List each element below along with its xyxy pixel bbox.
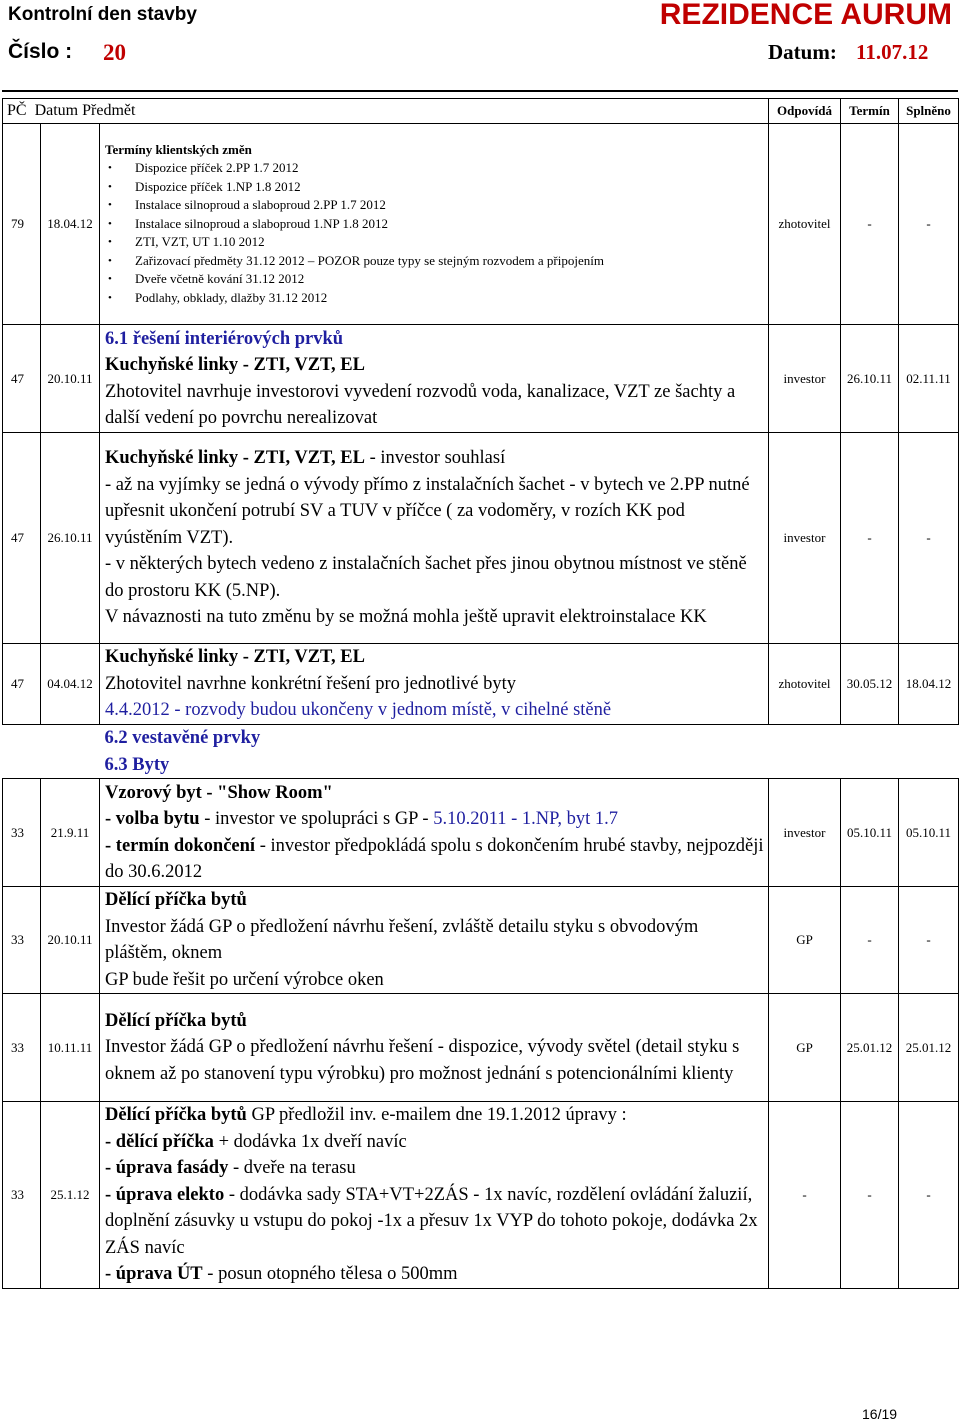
list-item: • Dispozice příček 2.PP 1.7 2012 — [105, 159, 764, 178]
item-text: - dodávka sady STA+VT+2ZÁS - 1x navíc, rozdělení ovládání žaluzií, doplnění zásuvky u vstupu do pokoj -1x a přesuv 1x VYP do tohoto pokoje, dodávka 2x ZÁS navíc — [105, 1184, 758, 1258]
row-title-text: - investor souhlasí — [364, 448, 506, 469]
row-termin: - — [841, 1102, 899, 1289]
row-text: - až na vyjímky se jedná o vývody přímo z instalačních šachet - v bytech ve 2.PP nutné upřesnit ukončení potrubí SV a TUV v příčce ( za vodoměry, v rozích KK pod vyústěním VZT). — [105, 474, 750, 548]
row-text-blue: 5.10.2011 - 1.NP, byt 1.7 — [433, 809, 619, 829]
list-item: • Zařizovací předměty 31.12 2012 – POZOR pouze typy se stejným rozvodem a připojením — [105, 252, 764, 271]
row-text: V návaznosti na tuto změnu by se možná mohla ještě upravit elektroinstalace KK — [105, 607, 707, 628]
header-cell-left — [3, 99, 769, 124]
table-header-row — [3, 99, 959, 124]
row-odpovida: investor — [769, 325, 841, 433]
row-termin: 30.05.12 — [841, 644, 899, 725]
row-odpovida: investor — [769, 779, 841, 887]
row-odpovida: GP — [769, 994, 841, 1102]
row-pc: 79 — [3, 124, 41, 325]
row-pc: 47 — [3, 325, 41, 433]
row-datum: 10.11.11 — [41, 994, 100, 1102]
row-pc: 33 — [3, 887, 41, 994]
row-odpovida: zhotovitel — [769, 124, 841, 325]
cislo-label: Číslo : — [8, 40, 73, 63]
row-text: GP bude řešit po určení výrobce oken — [105, 969, 384, 990]
list-item: • ZTI, VZT, UT 1.10 2012 — [105, 233, 764, 252]
row-odpovida: GP — [769, 887, 841, 994]
cislo-value: 20 — [103, 40, 126, 65]
row-datum: 25.1.12 — [41, 1102, 100, 1289]
row-title: Dělící příčka bytů — [105, 890, 247, 910]
table-row — [3, 433, 959, 644]
list-item: • Dispozice příček 1.NP 1.8 2012 — [105, 178, 764, 197]
row-text: 4.4.2012 - rozvody budou ukončeny v jednom místě, v cihelné stěně — [105, 700, 612, 721]
minutes-table — [2, 98, 959, 1289]
row-datum: 18.04.12 — [41, 124, 100, 325]
row-title — [105, 1102, 764, 1129]
row-datum: 04.04.12 — [41, 644, 100, 725]
row-pc: 47 — [3, 433, 41, 644]
row-title: Kuchyňské linky - ZTI, VZT, EL — [105, 355, 365, 375]
item-bold: - dělící příčka — [105, 1131, 214, 1152]
section-headings — [3, 725, 959, 779]
row-subject — [100, 124, 769, 325]
row-text-normal: - investor ve spolupráci s GP - — [199, 809, 434, 829]
row-text: Investor žádá GP o předložení návrhu řešení - dispozice, vývody světel (detail styku s oknem až po stanovení typu výrobku) pro možnost jednání s potencionálními klienty — [105, 1037, 740, 1084]
table-row — [3, 644, 959, 725]
row-datum: 20.10.11 — [41, 887, 100, 994]
row-termin: 25.01.12 — [841, 994, 899, 1102]
col-splneno: Splněno — [899, 99, 959, 124]
row-text: Zhotovitel navrhuje investorovi vyvedení rozvodů voda, kanalizace, VZT ze šachty a další vedení po povrchu nerealizovat — [105, 381, 736, 428]
row-pc: 33 — [3, 1102, 41, 1289]
row-text: Zhotovitel navrhne konkrétní řešení pro jednotlivé byty — [105, 673, 517, 694]
row-text: Investor žádá GP o předložení návrhu řešení, zvláště detailu styku s obvodovým pláštěm, oknem — [105, 916, 699, 963]
item-text: - posun otopného tělesa o 500mm — [202, 1264, 458, 1284]
row-title — [105, 445, 764, 472]
list-item — [105, 1155, 764, 1182]
table-row — [3, 725, 959, 779]
row-odpovida: investor — [769, 433, 841, 644]
row-pc: 33 — [3, 779, 41, 887]
table-row — [3, 325, 959, 433]
col-predmet: Předmět — [82, 102, 136, 119]
row-subject — [100, 433, 769, 644]
row-subject — [100, 325, 769, 433]
row-title: Termíny klientských změn — [105, 141, 252, 157]
header-project-title: REZIDENCE AURUM — [659, 0, 952, 31]
row-termin: - — [841, 887, 899, 994]
row-pc: 33 — [3, 994, 41, 1102]
list-item: • Dveře včetně kování 31.12 2012 — [105, 270, 764, 289]
row-text-bold: - termín dokončení — [105, 835, 256, 856]
page-number: 16/19 — [862, 1406, 898, 1422]
row-title: Kuchyňské linky - ZTI, VZT, EL — [105, 647, 365, 668]
list-item: • Instalace silnoproud a slaboproud 2.PP 1.7 2012 — [105, 196, 764, 215]
row-termin: 05.10.11 — [841, 779, 899, 887]
row-datum: 21.9.11 — [41, 779, 100, 887]
row-text — [105, 806, 764, 833]
row-subject — [100, 994, 769, 1102]
section-heading: 6.1 řešení interiérových prvků — [105, 328, 344, 349]
row-subject — [100, 887, 769, 994]
row-splneno: 05.10.11 — [899, 779, 959, 887]
row-splneno: 02.11.11 — [899, 325, 959, 433]
col-odpovida: Odpovídá — [769, 99, 841, 124]
row-odpovida: - — [769, 1102, 841, 1289]
datum-label: Datum: — [768, 40, 837, 64]
row-splneno: - — [899, 1102, 959, 1289]
row-pc: 47 — [3, 644, 41, 725]
row-title-text: GP předložil inv. e-mailem dne 19.1.2012 úpravy : — [246, 1105, 627, 1125]
item-bold: - úprava ÚT — [105, 1264, 203, 1284]
row-title: Dělící příčka bytů — [105, 1010, 247, 1031]
row-title-bold: Kuchyňské linky - ZTI, VZT, EL — [105, 448, 365, 469]
row-text-bold: - volba bytu — [105, 809, 200, 829]
row-subject — [100, 1102, 769, 1289]
table-row — [3, 887, 959, 994]
item-text: + dodávka 1x dveří navíc — [213, 1131, 407, 1152]
row-splneno: - — [899, 124, 959, 325]
row-subject — [100, 779, 769, 887]
col-termin: Termín — [841, 99, 899, 124]
datum-value: 11.07.12 — [856, 40, 929, 64]
item-bold: - úprava elekto — [105, 1184, 225, 1205]
row-title-bold: Dělící příčka bytů — [105, 1105, 247, 1125]
row-text — [105, 833, 764, 886]
bullet-list — [105, 159, 764, 307]
table-row — [3, 994, 959, 1102]
col-pc: PČ — [7, 102, 27, 119]
table-row — [3, 124, 959, 325]
list-item: • Podlahy, obklady, dlažby 31.12 2012 — [105, 289, 764, 308]
item-bold: - úprava fasády — [105, 1158, 229, 1178]
row-datum: 20.10.11 — [41, 325, 100, 433]
item-text: - dveře na terasu — [228, 1158, 356, 1178]
row-termin: - — [841, 433, 899, 644]
list-item — [105, 1129, 764, 1156]
row-title: Vzorový byt - "Show Room" — [105, 782, 333, 803]
section-heading: 6.2 vestavěné prvky — [104, 728, 261, 748]
list-item — [105, 1261, 764, 1288]
row-datum: 26.10.11 — [41, 433, 100, 644]
row-splneno: 25.01.12 — [899, 994, 959, 1102]
list-item: • Instalace silnoproud a slaboproud 1.NP 1.8 2012 — [105, 215, 764, 234]
list-item — [105, 1182, 764, 1262]
col-datum: Datum — [34, 102, 79, 119]
row-splneno: - — [899, 887, 959, 994]
row-text-normal: - investor předpokládá spolu s dokončením hrubé stavby, nejpozději do 30.6.2012 — [105, 835, 764, 882]
table-row — [3, 779, 959, 887]
header-left-title: Kontrolní den stavby — [8, 4, 197, 25]
row-subject — [100, 644, 769, 725]
section-heading: 6.3 Byty — [104, 754, 170, 775]
row-odpovida: zhotovitel — [769, 644, 841, 725]
row-splneno: - — [899, 433, 959, 644]
header-divider — [2, 90, 958, 92]
table-row — [3, 1102, 959, 1289]
row-termin: 26.10.11 — [841, 325, 899, 433]
row-termin: - — [841, 124, 899, 325]
row-splneno: 18.04.12 — [899, 644, 959, 725]
row-text: - v některých bytech vedeno z instalačních šachet přes jinou obytnou místnost ve stěně do prostoru KK (5.NP). — [105, 554, 747, 601]
